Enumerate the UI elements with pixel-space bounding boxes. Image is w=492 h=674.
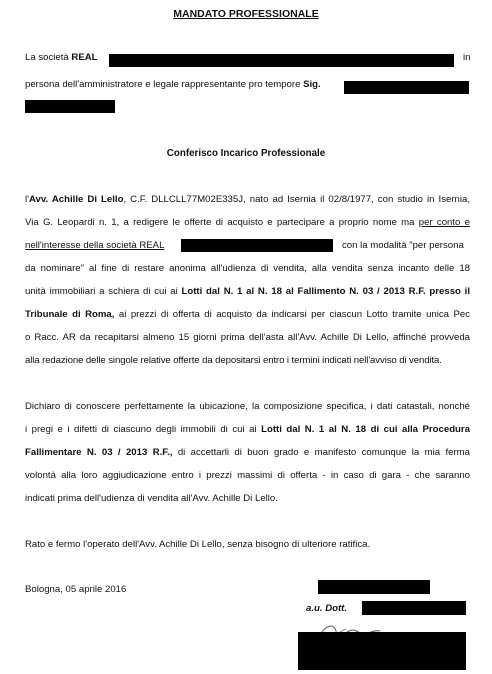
document-subtitle: Conferisco Incarico Professionale	[166, 148, 326, 159]
intro-line-2: persona dell'amministratore e legale rappresentante pro tempore Sig.	[25, 79, 470, 95]
p2-line-1: Dichiaro di conoscere perfettamente la ubicazione, la composizione specifica, i dati catastali, nonché	[25, 401, 470, 412]
p1-line-8: alla redazione delle singole relative offerte da depositarsi entro i termini indicati nell'avviso di vendita.	[25, 355, 442, 366]
redacted-company-name-2	[181, 239, 333, 252]
p1-line-3: nell'interesse della società REAL con la modalità "per persona	[25, 240, 464, 251]
p1-line-5: unità immobiliari a schiera di cui ai Lotti dal N. 1 al N. 18 al Fallimento N. 03 / 2013 R.F. presso il	[25, 286, 470, 297]
redacted-signer-name	[362, 601, 466, 615]
p1-line-7: o Racc. AR da recapitarsi almeno 15 giorni prima dell'asta all'Avv. Achille Di Lello, affinché provveda	[25, 332, 470, 343]
document-title: MANDATO PROFESSIONALE	[173, 8, 319, 20]
intro-line-1: La società REAL in	[25, 52, 470, 68]
place-date: Bologna, 05 aprile 2016	[25, 584, 127, 595]
redacted-representative-name-cont	[25, 100, 115, 113]
p2-line-4: volontà alla loro aggiudicazione entro i prezzi massimi di offerta - in caso di gara - che saranno	[25, 470, 470, 481]
p1-line-4: da nominare" al fine di restare anonima all'udienza di vendita, alla vendita senza incanto delle 18	[25, 263, 470, 274]
redacted-company-name	[109, 54, 454, 67]
p1-line-2: Via G. Leopardi n. 1, a redigere le offerte di acquisto e partecipare a proprio nome ma per conto e	[25, 217, 470, 228]
p1-line-1: l'Avv. Achille Di Lello, C.F. DLLCLL77M02E335J, nato ad Isernia il 02/8/1977, con studio in Isernia,	[25, 194, 470, 205]
redacted-signature-top	[318, 580, 430, 594]
p3-line-1: Rato e fermo l'operato dell'Avv. Achille Di Lello, senza bisogno di ulteriore ratifica.	[25, 539, 371, 550]
p1-line-6: Tribunale di Roma, ai prezzi di offerta di acquisto da indicarsi per ciascun Lotto tramite unica Pec	[25, 309, 471, 320]
p2-line-2: i pregi e i difetti di ciascuno degli immobili di cui ai Lotti dal N. 1 al N. 18 di cui alla Procedura	[25, 424, 470, 435]
redacted-representative-name	[344, 81, 469, 94]
redacted-signature-bottom	[298, 632, 466, 670]
p2-line-3: Fallimentare N. 03 / 2013 R.F., di accettarli di buon grado e manifesto comunque la mia ferma	[25, 447, 470, 458]
p2-line-5: indicati prima dell'udienza di vendita all'Avv. Achille Di Lello.	[25, 493, 278, 504]
signer-label: a.u. Dott.	[306, 603, 348, 614]
